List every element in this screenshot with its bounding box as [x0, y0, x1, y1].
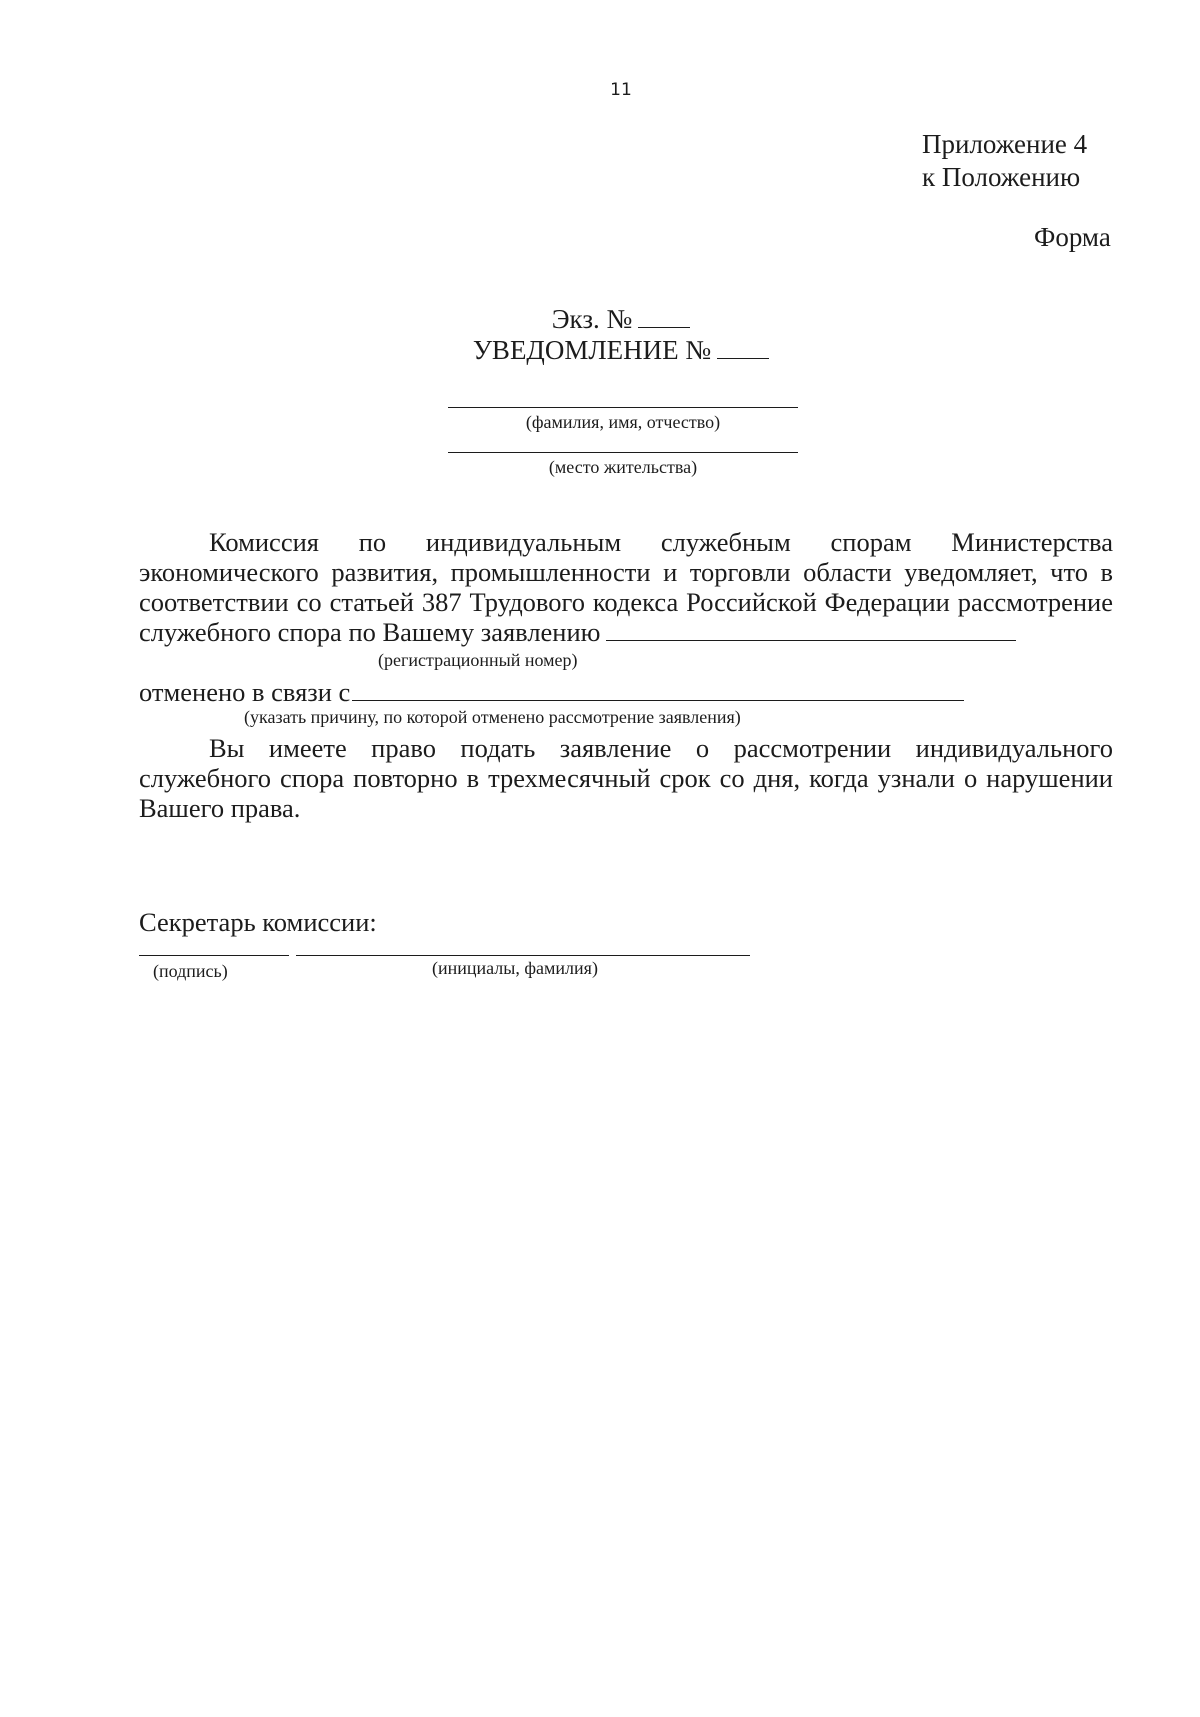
body-p2-line2: служебного спора повторно в трехмесячный срок со дня, когда узнали о нарушении	[139, 763, 1113, 793]
copy-number	[0, 304, 1200, 335]
copy-number-label: Экз. №	[551, 304, 633, 334]
cancel-prefix: отменено в связи с	[139, 677, 351, 707]
recipient-name-caption: (фамилия, имя, отчество)	[525, 412, 721, 432]
notice-title	[0, 335, 1200, 366]
appendix-line-1: Приложение 4	[922, 129, 1088, 159]
recipient-address-caption: (место жительства)	[548, 457, 698, 477]
page-number: 11	[610, 80, 632, 100]
secretary-name-line[interactable]	[296, 955, 750, 956]
registration-number-blank[interactable]	[606, 639, 1016, 641]
form-label: Форма	[1034, 222, 1111, 252]
signature-line[interactable]	[139, 955, 289, 956]
notice-number-blank[interactable]	[717, 357, 769, 359]
body-p2-line3: Вашего права.	[139, 793, 301, 823]
signature-caption: (подпись)	[153, 961, 228, 981]
body-p1-line3: соответствии со статьей 387 Трудового кодекса Российской Федерации рассмотрение	[139, 587, 1113, 617]
appendix-line-2: к Положению	[922, 162, 1081, 192]
body-p1-line4	[139, 617, 1113, 647]
registration-number-caption: (регистрационный номер)	[378, 650, 578, 670]
cancel-reason-caption: (указать причину, по которой отменено рассмотрение заявления)	[244, 707, 741, 727]
body-p1-line1: Комиссия по индивидуальным служебным спорам Министерства	[209, 527, 1113, 557]
cancel-reason-blank[interactable]	[352, 699, 964, 701]
copy-number-blank[interactable]	[638, 326, 690, 328]
recipient-name-line[interactable]	[448, 407, 798, 408]
cancel-reason-line	[139, 677, 1113, 707]
secretary-label: Секретарь комиссии:	[139, 907, 377, 937]
body-p1-line4-text: служебного спора по Вашему заявлению	[139, 617, 601, 647]
secretary-name-caption: (инициалы, фамилия)	[432, 958, 598, 978]
body-p2-line1: Вы имеете право подать заявление о рассмотрении индивидуального	[209, 733, 1113, 763]
body-p1-line2: экономического развития, промышленности и торговли области уведомляет, что в	[139, 557, 1113, 587]
recipient-address-line[interactable]	[448, 452, 798, 453]
notice-title-label: УВЕДОМЛЕНИЕ №	[472, 335, 712, 365]
